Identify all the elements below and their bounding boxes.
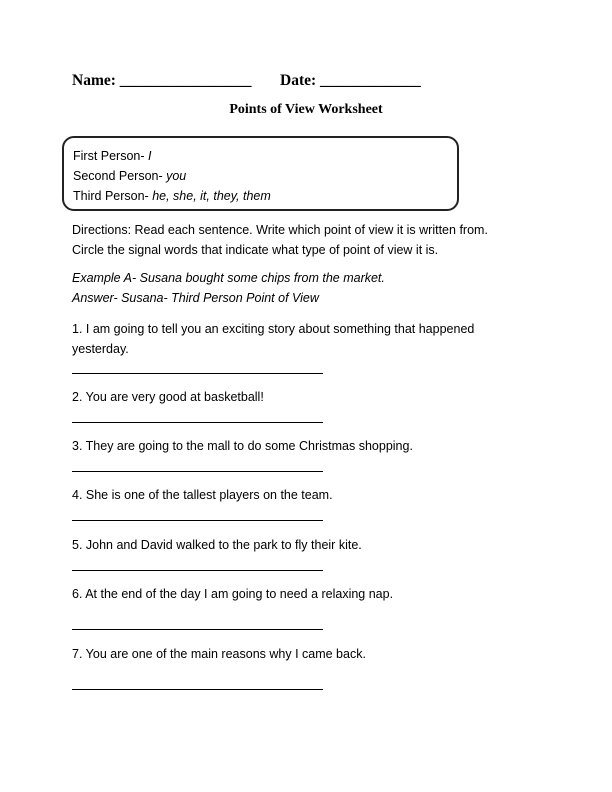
answer-line-1[interactable] (72, 373, 323, 374)
question-2: 2. You are very good at basketball! (72, 390, 264, 404)
answer-line-5[interactable] (72, 570, 323, 571)
third-person-label: Third Person- (73, 189, 153, 203)
name-field-label: Name: _________________ (72, 72, 252, 89)
directions-line-1: Directions: Read each sentence. Write which point of view it is written from. (72, 223, 488, 237)
page-title: Points of View Worksheet (229, 102, 383, 117)
second-person-line (73, 166, 457, 186)
question-7: 7. You are one of the main reasons why I came back. (72, 647, 366, 661)
answer-line-7[interactable] (72, 689, 323, 690)
answer-line-2[interactable] (72, 422, 323, 423)
question-5: 5. John and David walked to the park to fly their kite. (72, 538, 362, 552)
directions (72, 220, 488, 260)
answer-line-4[interactable] (72, 520, 323, 521)
first-person-line (73, 146, 457, 166)
question-1: 1. I am going to tell you an exciting story about something that happened yesterday. (72, 322, 475, 356)
example-sentence: Example A- Susana bought some chips from the market. (72, 271, 385, 285)
first-person-label: First Person- (73, 149, 149, 163)
example-answer: Answer- Susana- Third Person Point of View (72, 291, 319, 305)
third-person-pronouns: he, she, it, they, them (152, 189, 271, 203)
directions-line-2: Circle the signal words that indicate what type of point of view it is. (72, 243, 439, 257)
second-person-pronouns: you (166, 169, 187, 183)
third-person-line (73, 186, 457, 206)
first-person-pronouns: I (148, 149, 152, 163)
answer-line-3[interactable] (72, 471, 323, 472)
question-4: 4. She is one of the tallest players on the team. (72, 488, 333, 502)
points-of-view-box (62, 136, 459, 211)
answer-line-6[interactable] (72, 629, 323, 630)
question-6: 6. At the end of the day I am going to need a relaxing nap. (72, 587, 394, 601)
second-person-label: Second Person- (73, 169, 167, 183)
example (72, 268, 385, 308)
date-field-label: Date: _____________ (280, 72, 421, 89)
question-3: 3. They are going to the mall to do some Christmas shopping. (72, 439, 413, 453)
